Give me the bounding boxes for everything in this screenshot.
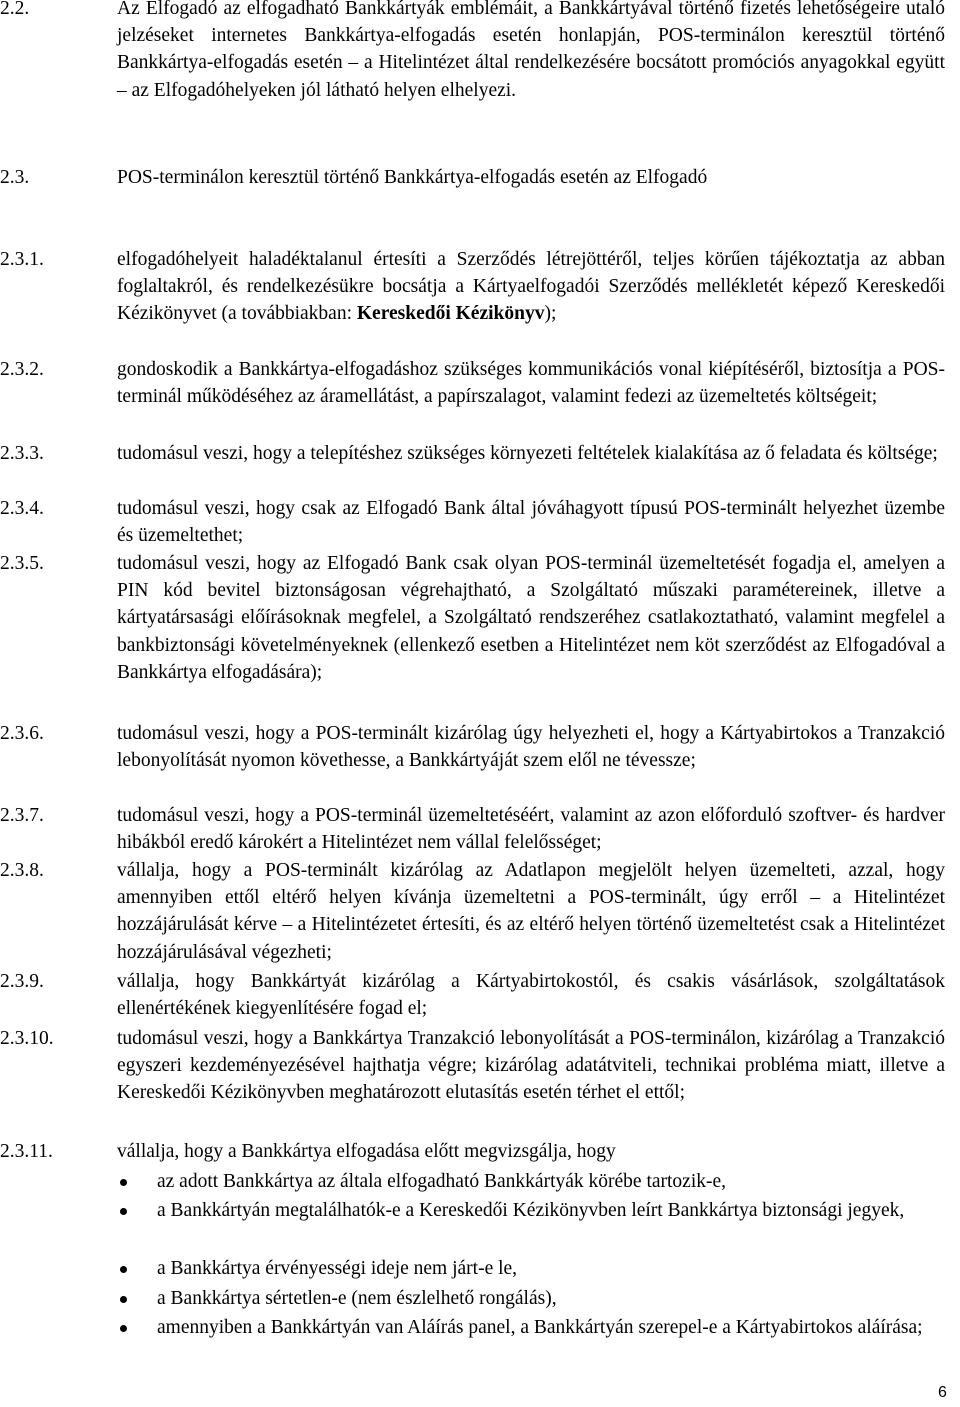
item-number: 2.3.6. bbox=[0, 723, 44, 744]
item-number: 2.3.8. bbox=[0, 860, 44, 881]
section-number: 2.3. bbox=[0, 167, 30, 188]
item-text: vállalja, hogy a Bankkártya elfogadása előtt megvizsgálja, hogy bbox=[117, 1141, 616, 1162]
item-text bbox=[117, 246, 945, 328]
item-text-part: ); bbox=[544, 303, 557, 325]
item-text-part: elfogadóhelyeit haladéktalanul értesíti a Szerződés létrejöttéről, teljes körűen tájékoztatja az abban foglaltakról, és rendelkezésükre bocsátja a Kártyaelfogadói Szerződés mellékletét képező Kereskedői Kézikönyvet (a továbbiakban: bbox=[117, 249, 945, 325]
page-number: 6 bbox=[938, 1384, 947, 1401]
section-number: 2.2. bbox=[0, 0, 30, 19]
item-text: tudomásul veszi, hogy az Elfogadó Bank csak olyan POS-terminál üzemeltetését fogadja el, amelyen a PIN kód bevitel biztonságosan végrehajtható, a Szolgáltató műszaki paramétereinek, illetve a kártyatársasági előírásoknak megfelel, a Szolgáltató rendszeréhez csatlakoztatható, valamint megfelel a bankbiztonsági követelményeknek (ellenkező esetben a Hitelintézet nem köt szerződést az Elfogadóval a Bankkártya elfogadására); bbox=[117, 553, 945, 683]
bullet-text: az adott Bankkártya az általa elfogadható Bankkártyák körébe tartozik-e, bbox=[157, 1171, 727, 1192]
item-number: 2.3.5. bbox=[0, 553, 44, 574]
bullet-text: amennyiben a Bankkártyán van Aláírás panel, a Bankkártyán szerepel-e a Kártyabirtokos aláírása; bbox=[157, 1317, 923, 1338]
item-number: 2.3.7. bbox=[0, 805, 44, 826]
section-text: Az Elfogadó az elfogadható Bankkártyák emblémáit, a Bankkártyával történő fizetés lehetőségeire utaló jelzéseket internetes Bankkártya-elfogadás esetén honlapján, POS-terminálon keresztül történő Bankkártya-elfogadás esetén – a Hitelintézet által rendelkezésére bocsátott promóciós anyagokkal együtt – az Elfogadóhelyeken jól látható helyen elhelyezi. bbox=[117, 0, 945, 101]
item-text: tudomásul veszi, hogy csak az Elfogadó Bank által jóváhagyott típusú POS-terminált helyezhet üzembe és üzemeltethet; bbox=[117, 498, 945, 547]
bullet-text: a Bankkártya sértetlen-e (nem észlelhető rongálás), bbox=[157, 1288, 557, 1309]
bullet-icon bbox=[120, 1208, 127, 1215]
item-number: 2.3.10. bbox=[0, 1028, 54, 1049]
item-text: tudomásul veszi, hogy a POS-terminált kizárólag úgy helyezheti el, hogy a Kártyabirtokos a Tranzakció lebonyolítását nyomon követhesse, a Bankkártyáját szem elől ne tévessze; bbox=[117, 723, 945, 772]
bullet-text: a Bankkártyán megtalálhatók-e a Kereskedői Kézikönyvben leírt Bankkártya biztonsági jegyek, bbox=[157, 1200, 905, 1221]
bullet-icon bbox=[120, 1179, 127, 1186]
item-number: 2.3.9. bbox=[0, 971, 44, 992]
item-text: vállalja, hogy a POS-terminált kizárólag az Adatlapon megjelölt helyen üzemelteti, azzal, hogy amennyiben ettől eltérő helyen kívánja üzemeltetni a POS-terminált, úgy erről – a Hitelintézet hozzájárulását kérve – a Hitelintézetet értesíti, és az eltérő helyen történő üzemeltetést csak a Hitelintézet hozzájárulásával végezheti; bbox=[117, 860, 945, 963]
bullet-text: a Bankkártya érvényességi ideje nem járt-e le, bbox=[157, 1258, 518, 1279]
item-number: 2.3.1. bbox=[0, 249, 44, 270]
item-text: tudomásul veszi, hogy a Bankkártya Tranzakció lebonyolítását a POS-terminálon, kizárólag a Tranzakció egyszeri kezdeményezésével hajthatja végre; kizárólag adatátviteli, technikai probléma miatt, illetve a Kereskedői Kézikönyvben meghatározott elutasítás esetén térhet el ettől; bbox=[117, 1028, 945, 1104]
item-number: 2.3.11. bbox=[0, 1141, 53, 1162]
item-text: vállalja, hogy Bankkártyát kizárólag a Kártyabirtokostól, és csakis vásárlások, szolgáltatások ellenértékének kiegyenlítésére fogad el; bbox=[117, 971, 945, 1020]
section-title: POS-terminálon keresztül történő Bankkártya-elfogadás esetén az Elfogadó bbox=[117, 167, 708, 188]
item-text: tudomásul veszi, hogy a POS-terminál üzemeltetéséért, valamint az azon előforduló szoftver- és hardver hibákból eredő károkért a Hitelintézet nem vállal felelősséget; bbox=[117, 805, 945, 854]
item-number: 2.3.4. bbox=[0, 498, 44, 519]
item-number: 2.3.3. bbox=[0, 443, 44, 464]
bullet-icon bbox=[120, 1296, 127, 1303]
defined-term: Kereskedői Kézikönyv bbox=[356, 303, 545, 325]
item-text: gondoskodik a Bankkártya-elfogadáshoz szükséges kommunikációs vonal kiépítéséről, biztosítja a POS-terminál működéséhez az áramellátást, a papírszalagot, valamint fedezi az üzemeltetés költségeit; bbox=[117, 359, 945, 408]
item-text: tudomásul veszi, hogy a telepítéshez szükséges környezeti feltételek kialakítása az ő feladata és költsége; bbox=[117, 443, 938, 464]
bullet-icon bbox=[120, 1325, 127, 1332]
item-number: 2.3.2. bbox=[0, 359, 44, 380]
bullet-icon bbox=[120, 1266, 127, 1273]
